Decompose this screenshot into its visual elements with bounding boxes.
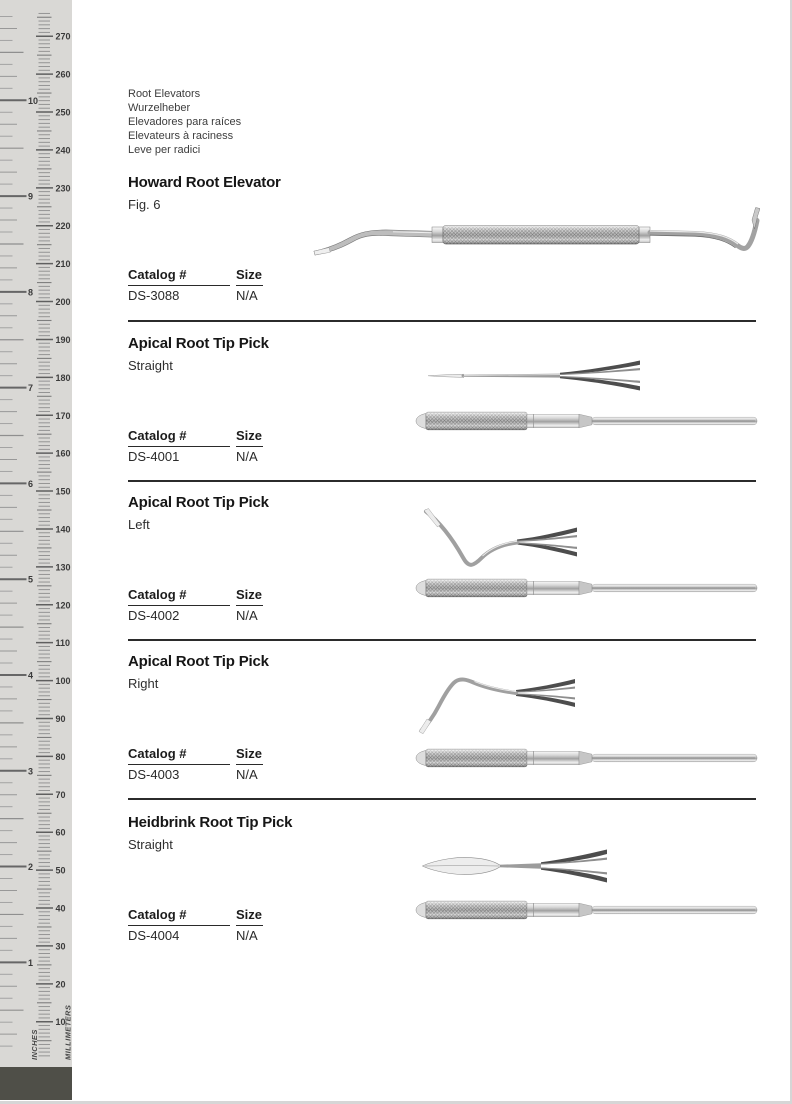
- svg-text:230: 230: [55, 183, 71, 194]
- ruler-end-block: [0, 1067, 72, 1100]
- catalog-number-label: Catalog #: [128, 429, 230, 447]
- catalog-number-label: Catalog #: [128, 747, 230, 765]
- svg-text:130: 130: [55, 562, 71, 573]
- product-variant: Fig. 6: [128, 197, 161, 212]
- svg-text:8: 8: [28, 287, 34, 298]
- svg-text:3: 3: [28, 766, 34, 777]
- svg-text:5: 5: [28, 574, 34, 585]
- size-label: Size: [236, 747, 263, 765]
- ruler-scale: [0, 0, 72, 1067]
- svg-text:9: 9: [28, 191, 34, 202]
- svg-text:4: 4: [28, 670, 34, 681]
- ruler-millimeters-label: MILLIMETERS: [63, 1004, 72, 1060]
- svg-text:20: 20: [55, 979, 66, 990]
- category-name-es: Elevadores para raíces: [128, 116, 242, 128]
- svg-text:200: 200: [55, 297, 71, 308]
- catalog-number-value: DS-4002: [128, 608, 180, 623]
- svg-text:80: 80: [55, 751, 66, 762]
- product-title: Apical Root Tip Pick: [128, 335, 269, 352]
- ruler-inches-label: INCHES: [30, 1029, 39, 1060]
- catalog-number-label: Catalog #: [128, 588, 230, 606]
- catalog-number-label: Catalog #: [128, 268, 230, 286]
- howard-root-elevator-image: [305, 203, 760, 268]
- size-value: N/A: [236, 288, 258, 303]
- section-divider: [128, 320, 756, 322]
- svg-text:180: 180: [55, 372, 71, 383]
- size-value: N/A: [236, 767, 258, 782]
- product-variant: Left: [128, 517, 150, 532]
- svg-text:150: 150: [55, 486, 71, 497]
- svg-text:270: 270: [55, 31, 71, 42]
- svg-text:50: 50: [55, 865, 66, 876]
- svg-text:10: 10: [55, 1017, 66, 1028]
- catalog-number-value: DS-4003: [128, 767, 180, 782]
- catalog-number-value: DS-4004: [128, 928, 180, 943]
- svg-text:90: 90: [55, 713, 66, 724]
- section-divider: [128, 639, 756, 641]
- catalog-size-table: [128, 908, 263, 943]
- catalog-size-table: [128, 429, 263, 464]
- svg-text:210: 210: [55, 259, 71, 270]
- svg-text:160: 160: [55, 448, 71, 459]
- category-name-it: Leve per radici: [128, 144, 201, 156]
- size-label: Size: [236, 588, 263, 606]
- product-variant: Straight: [128, 837, 173, 852]
- svg-text:40: 40: [55, 903, 66, 914]
- right-tip-detail-image: [408, 666, 575, 740]
- left-tip-detail-image: [413, 504, 577, 571]
- svg-text:120: 120: [55, 600, 71, 611]
- pick-handle-image: [413, 577, 760, 599]
- svg-text:7: 7: [28, 383, 34, 394]
- svg-text:60: 60: [55, 827, 66, 838]
- catalog-size-table: [128, 747, 263, 782]
- product-title: Howard Root Elevator: [128, 174, 281, 191]
- catalog-size-table: [128, 268, 263, 303]
- svg-text:140: 140: [55, 524, 71, 535]
- svg-text:100: 100: [55, 676, 71, 687]
- pick-handle-image: [413, 899, 760, 921]
- straight-tip-detail-image: [420, 357, 640, 395]
- svg-text:10: 10: [28, 95, 39, 106]
- size-label: Size: [236, 429, 263, 447]
- catalog-number-value: DS-3088: [128, 288, 180, 303]
- svg-text:240: 240: [55, 145, 71, 156]
- product-variant: Right: [128, 676, 159, 691]
- product-variant: Straight: [128, 358, 173, 373]
- size-value: N/A: [236, 449, 258, 464]
- svg-text:30: 30: [55, 941, 66, 952]
- svg-text:70: 70: [55, 789, 66, 800]
- heidbrink-tip-detail-image: [415, 845, 607, 887]
- pick-handle-image: [413, 747, 760, 769]
- section-divider: [128, 480, 756, 482]
- ruler: [0, 0, 72, 1067]
- svg-text:170: 170: [55, 410, 71, 421]
- category-name-de: Wurzelheber: [128, 102, 191, 114]
- category-name-en: Root Elevators: [128, 88, 201, 100]
- svg-text:6: 6: [28, 478, 34, 489]
- svg-text:260: 260: [55, 69, 71, 80]
- size-label: Size: [236, 268, 263, 286]
- svg-text:250: 250: [55, 107, 71, 118]
- size-value: N/A: [236, 928, 258, 943]
- category-header: [128, 87, 241, 157]
- svg-text:190: 190: [55, 334, 71, 345]
- product-title: Apical Root Tip Pick: [128, 653, 269, 670]
- svg-text:110: 110: [55, 638, 71, 649]
- catalog-size-table: [128, 588, 263, 623]
- svg-text:220: 220: [55, 221, 71, 232]
- size-label: Size: [236, 908, 263, 926]
- svg-text:1: 1: [28, 957, 34, 968]
- category-name-fr: Elevateurs à raciness: [128, 130, 234, 142]
- svg-text:2: 2: [28, 862, 34, 873]
- product-title: Heidbrink Root Tip Pick: [128, 814, 293, 831]
- catalog-number-value: DS-4001: [128, 449, 180, 464]
- size-value: N/A: [236, 608, 258, 623]
- pick-handle-image: [413, 410, 760, 432]
- catalog-number-label: Catalog #: [128, 908, 230, 926]
- section-divider: [128, 798, 756, 800]
- product-title: Apical Root Tip Pick: [128, 494, 269, 511]
